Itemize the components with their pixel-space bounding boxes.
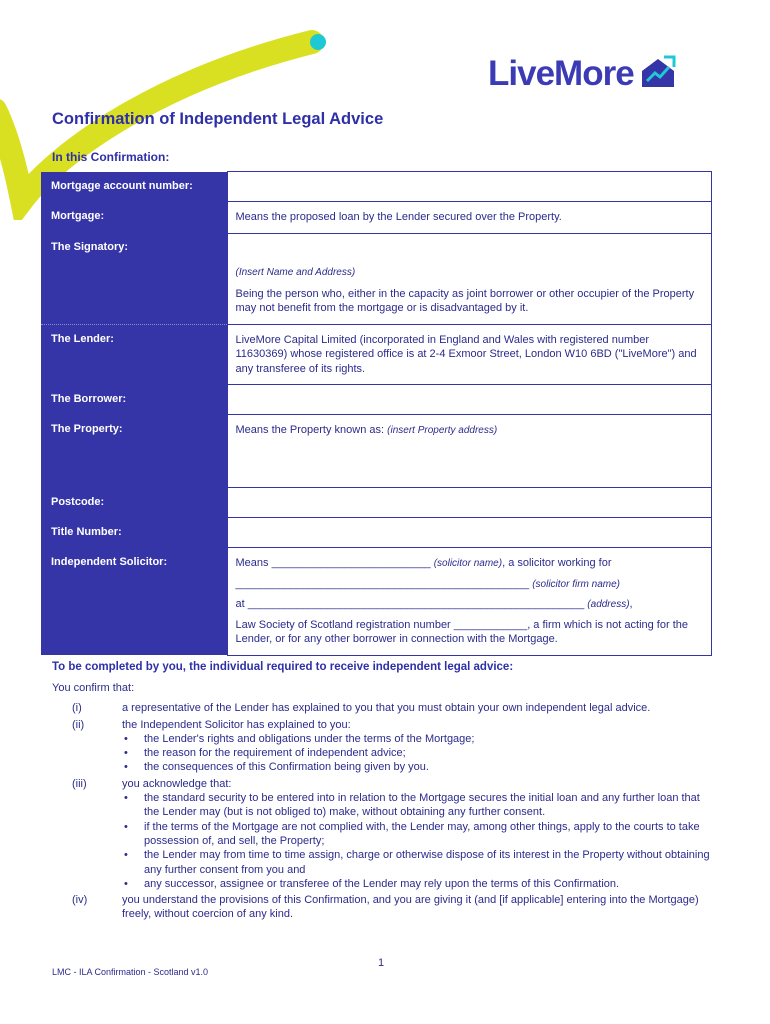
signatory-value: Being the person who, either in the capacity as joint borrower or other occupier of the Property may not benefit from the mortgage or is disadvantaged by it.: [235, 287, 695, 315]
house-chart-icon: [638, 53, 678, 89]
property-field[interactable]: [227, 415, 712, 488]
account-number-label: Mortgage account number:: [41, 172, 227, 202]
lender-value: LiveMore Capital Limited (incorporated in England and Wales with registered number 11630369) whose registered office is at 2-4 Exmoor Street, London W10 6BD ("LiveMore") and any transferee of its rights.: [227, 324, 712, 385]
list-item: • the consequences of this Confirmation being given by you.: [144, 760, 712, 774]
clause-text: you understand the provisions of this Confirmation, and you are giving it (and [if applicable] entering into the Mortgage) freely, without coercion of any kind.: [122, 894, 699, 921]
list-item: • the Lender's rights and obligations under the terms of the Mortgage;: [144, 732, 712, 746]
table-row: [41, 172, 712, 202]
bullet-list: [122, 791, 712, 891]
clause-text: you acknowledge that:: [122, 777, 232, 790]
clause-item: [52, 893, 712, 922]
brand-logo: [488, 52, 678, 96]
solicitor-means: Means: [235, 557, 269, 570]
document-title: Confirmation of Independent Legal Advice: [52, 110, 384, 128]
title-number-label: Title Number:: [41, 518, 227, 548]
list-item: • the reason for the requirement of independent advice;: [144, 746, 712, 760]
table-row: [41, 548, 712, 656]
clause-text: the Independent Solicitor has explained to you:: [122, 718, 351, 731]
clause-text: a representative of the Lender has explained to you that you must obtain your own independent legal advice.: [122, 702, 651, 715]
solicitor-name-hint: (solicitor name): [433, 558, 503, 570]
list-item: • the Lender may from time to time assign, charge or otherwise dispose of its interest in the Property without obtaining any further consent from you and: [144, 848, 712, 877]
list-item: • if the terms of the Mortgage are not complied with, the Lender may, among other things, apply to the courts to take possession of, and sell, the Property;: [144, 820, 712, 849]
table-row: [41, 488, 712, 518]
clause-item: [52, 777, 712, 891]
property-label: The Property:: [41, 415, 227, 488]
signatory-field[interactable]: [227, 233, 712, 324]
mortgage-value: Means the proposed loan by the Lender secured over the Property.: [227, 202, 712, 234]
solicitor-firm-blank[interactable]: ________________________________________________: [235, 577, 530, 590]
mortgage-label: Mortgage:: [41, 202, 227, 234]
solicitor-address-hint: (address): [587, 599, 630, 611]
solicitor-label: Independent Solicitor:: [41, 548, 227, 656]
solicitor-at: at: [235, 598, 245, 611]
footer-text: LMC - ILA Confirmation - Scotland v1.0: [52, 967, 209, 977]
title-number-field[interactable]: [227, 518, 712, 548]
solicitor-address-blank[interactable]: _______________________________________________________: [247, 598, 585, 611]
clause-number: (i): [72, 702, 82, 715]
clause-item: [52, 701, 712, 715]
definitions-table: [41, 171, 712, 656]
property-value: Means the Property known as:: [235, 424, 385, 437]
clause-item: [52, 718, 712, 775]
table-row: [41, 324, 712, 385]
page-number: 1: [378, 957, 385, 969]
borrower-field[interactable]: [227, 385, 712, 415]
table-row: [41, 385, 712, 415]
solicitor-field[interactable]: [227, 548, 712, 656]
table-row: [41, 415, 712, 488]
list-item: • the standard security to be entered into in relation to the Mortgage secures the initial loan and any further loan that the Lender may (but is not obliged to) make, without obtaining any further consent.: [144, 791, 712, 820]
property-hint: (insert Property address): [387, 425, 498, 437]
signatory-label: The Signatory:: [41, 233, 227, 324]
brand-name: LiveMore: [488, 54, 634, 93]
confirmation-section: [52, 660, 712, 922]
table-row: [41, 233, 712, 324]
solicitor-comma: ,: [629, 598, 633, 611]
list-item: • any successor, assignee or transferee of the Lender may rely upon the terms of this Confirmation.: [144, 877, 712, 891]
solicitor-working: , a solicitor working for: [502, 557, 612, 570]
clause-number: (ii): [72, 718, 85, 731]
clause-number: (iii): [72, 777, 87, 790]
borrower-label: The Borrower:: [41, 385, 227, 415]
account-number-field[interactable]: [227, 172, 712, 202]
table-row: [41, 518, 712, 548]
table-row: [41, 202, 712, 234]
solicitor-law-society: Law Society of Scotland registration number ____________, a firm which is not acting for the Lender, or for any other borrower in connection with the Mortgage.: [235, 618, 688, 646]
solicitor-firm-hint: (solicitor firm name): [532, 578, 621, 590]
postcode-label: Postcode:: [41, 488, 227, 518]
solicitor-name-blank[interactable]: __________________________: [271, 557, 431, 570]
intro-text: In this Confirmation:: [52, 150, 170, 164]
lender-label: The Lender:: [41, 324, 227, 385]
completed-heading: To be completed by you, the individual required to receive independent legal advice:: [52, 661, 514, 673]
bullet-list: [122, 732, 712, 775]
signatory-hint: (Insert Name and Address): [235, 266, 356, 278]
postcode-field[interactable]: [227, 488, 712, 518]
clause-number: (iv): [72, 894, 88, 907]
confirm-intro: You confirm that:: [52, 681, 135, 694]
